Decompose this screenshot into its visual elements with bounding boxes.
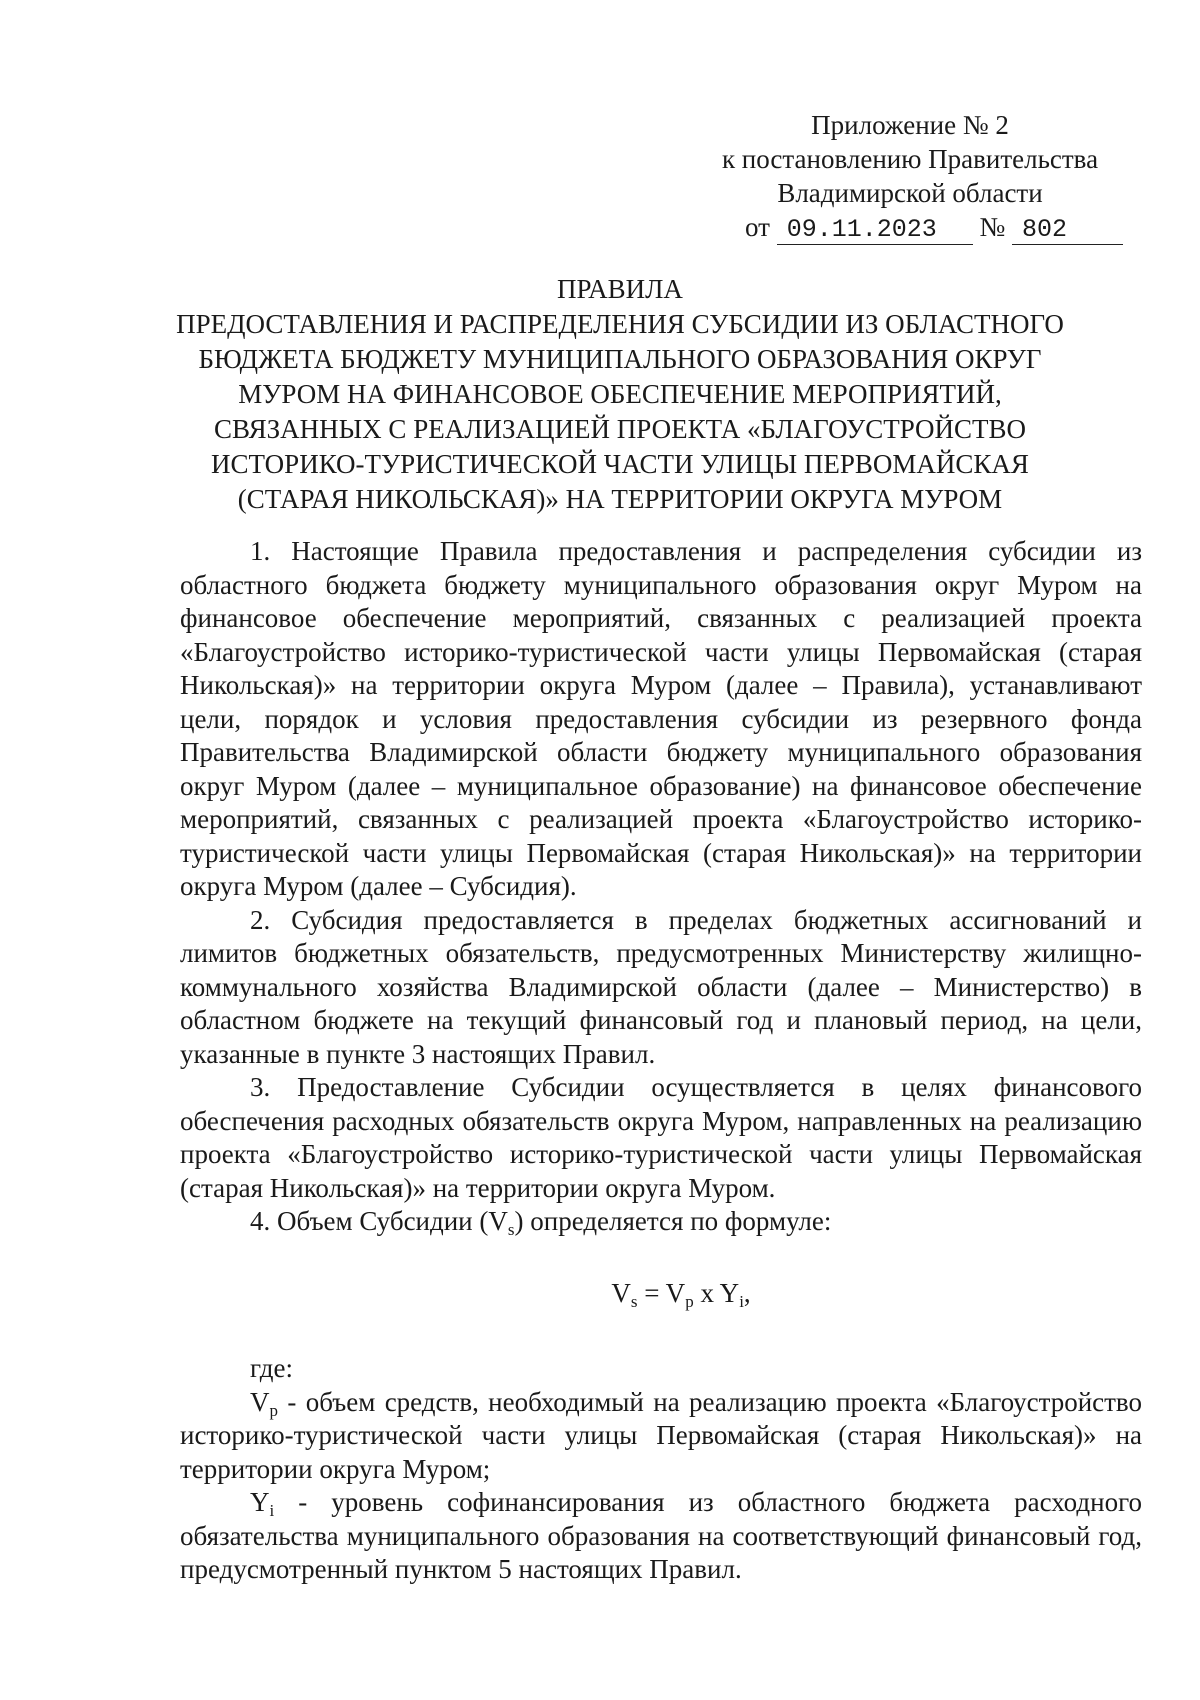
from-label: от [745,212,770,242]
p4-text: 4. Объем Субсидии (V [250,1206,508,1236]
p4-subscript: s [507,1220,515,1239]
decree-number: 802 [1012,216,1123,245]
formula-end: , [743,1277,751,1308]
formula-sub: i [739,1291,744,1311]
formula-yi: x Y [693,1277,740,1308]
number-label: № [979,212,1006,242]
paragraph-4 [180,1205,1142,1239]
where-text: где: [250,1353,293,1383]
title-line: (СТАРАЯ НИКОЛЬСКАЯ)» НА ТЕРРИТОРИИ ОКРУГА МУРОМ [237,484,1003,514]
document-title [160,272,1080,517]
appendix-region: Владимирской области [777,178,1043,208]
formula-sub: s [630,1291,638,1311]
p4-text-end: ) определяется по формуле: [514,1206,832,1236]
vp-symbol: V [250,1386,270,1417]
title-line: БЮДЖЕТА БЮДЖЕТУ МУНИЦИПАЛЬНОГО ОБРАЗОВАНИЯ ОКРУГ [198,344,1042,374]
definition-vp [180,1386,1142,1487]
appendix-reference: к постановлению Правительства [721,144,1099,174]
subsidy-formula [180,1277,1142,1311]
vp-description: - объем средств, необходимый на реализацию проекта «Благоустройство историко-туристической части улицы Первомайская (старая Никольская)» на территории округа Муром; [180,1386,1142,1484]
vp-subscript: p [269,1400,278,1420]
title-line: ПРЕДОСТАВЛЕНИЯ И РАСПРЕДЕЛЕНИЯ СУБСИДИИ ИЗ ОБЛАСТНОГО [176,309,1064,339]
title-line: ИСТОРИКО-ТУРИСТИЧЕСКОЙ ЧАСТИ УЛИЦЫ ПЕРВОМАЙСКАЯ [211,449,1029,479]
where-label [180,1352,1142,1386]
title-line: ПРАВИЛА [557,274,683,304]
paragraph-3: 3. Предоставление Субсидии осуществляется в целях финансового обеспечения расходных обязательств округа Муром, направленных на реализацию проекта «Благоустройство историко-туристической части улицы Первомайская (старая Никольская)» на территории округа Муром. [180,1072,1142,1203]
appendix-number: Приложение № 2 [811,110,1009,140]
appendix-date-line [745,210,1130,245]
formula-sub: p [685,1291,694,1311]
yi-symbol: Y [250,1487,270,1517]
title-line: СВЯЗАННЫХ С РЕАЛИЗАЦИЕЙ ПРОЕКТА «БЛАГОУСТРОЙСТВО [213,414,1027,444]
appendix-header [690,108,1130,245]
definition-yi [180,1486,1142,1587]
formula-vs: V [611,1277,631,1308]
yi-description: - уровень софинансирования из областного бюджета расходного обязательства муниципального образования на соответствующий финансовый год, предусмотренный пунктом 5 настоящих Правил. [180,1487,1142,1584]
paragraph-2: 2. Субсидия предоставляется в пределах бюджетных ассигнований и лимитов бюджетных обязательств, предусмотренных Министерству жилищно-коммунального хозяйства Владимирской области (далее – Министерство) в областном бюджете на текущий финансовый год и плановый период, на цели, указанные в пункте 3 настоящих Правил. [180,904,1142,1069]
paragraph-1: 1. Настоящие Правила предоставления и распределения субсидии из областного бюджета бюджету муниципального образования округ Муром на финансовое обеспечение мероприятий, связанных с реализацией проекта «Благоустройство историко-туристической части улицы Первомайская (старая Никольская)» на территории округа Муром (далее – Правила), устанавливают цели, порядок и условия предоставления субсидии из резервного фонда Правительства Владимирской области бюджету муниципального образования округ Муром (далее – муниципальное образование) на финансовое обеспечение мероприятий, связанных с реализацией проекта «Благоустройство историко-туристической части улицы Первомайская (старая Никольская)» на территории округа Муром (далее – Субсидия). [180,536,1142,901]
formula-vp: = V [637,1277,686,1308]
document-body [180,535,1142,1587]
title-line: МУРОМ НА ФИНАНСОВОЕ ОБЕСПЕЧЕНИЕ МЕРОПРИЯТИЙ, [238,379,1002,409]
decree-date: 09.11.2023 [777,216,973,245]
yi-subscript: i [269,1501,275,1520]
